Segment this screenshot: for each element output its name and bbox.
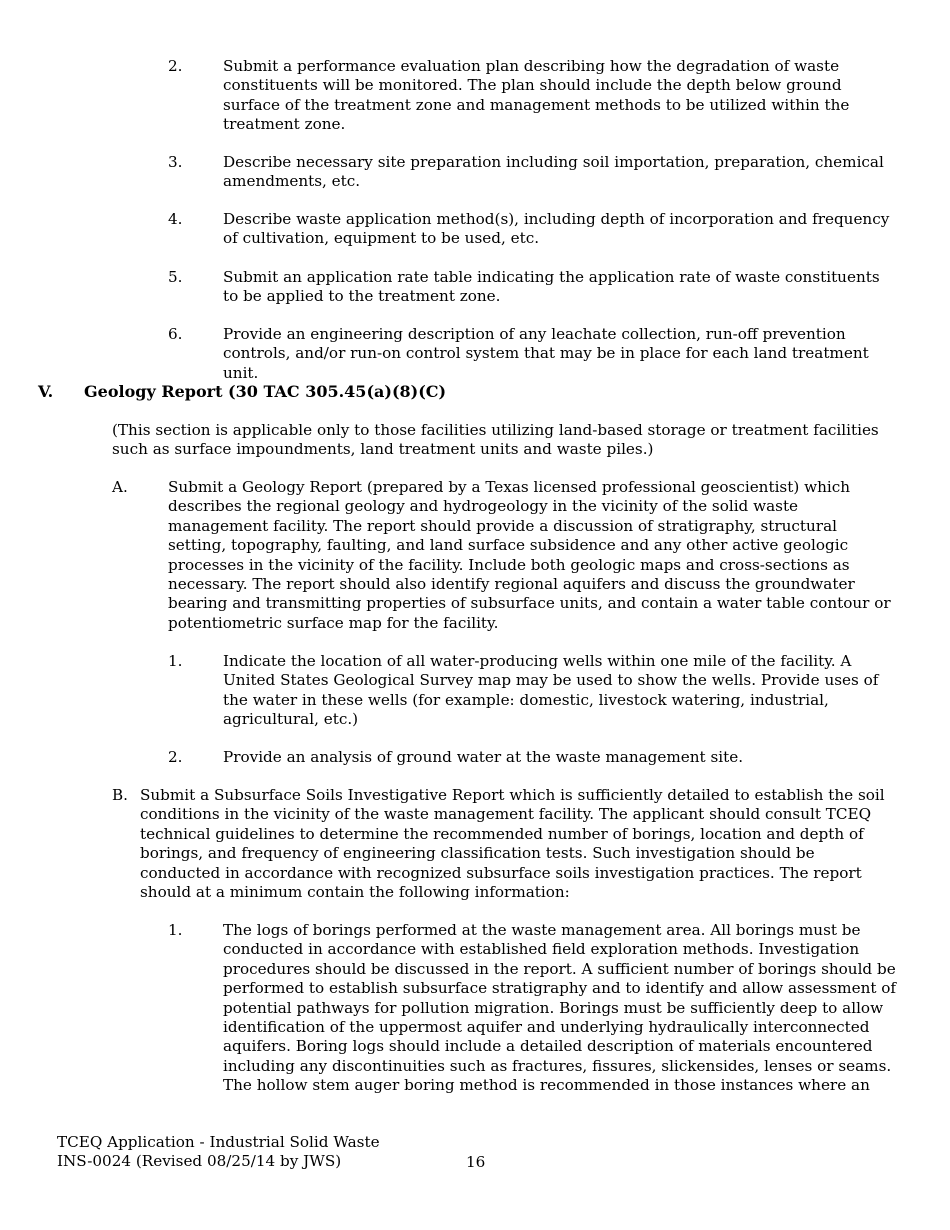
item-number: 4. bbox=[168, 210, 183, 228]
item-text: Describe waste application method(s), including depth of incorporation and frequency of cultivation, equipment to be used, etc. bbox=[223, 210, 890, 248]
item-text: Describe necessary site preparation including soil importation, preparation, chemical amendments, etc. bbox=[223, 153, 884, 191]
item-number: 2. bbox=[168, 748, 183, 766]
part-text: Submit a Subsurface Soils Investigative Report which is sufficiently detailed to establish the soil conditions in the vicinity of the waste management facility. The applicant should consult TCEQ technical guidelines to determine the recommended number of borings, location and depth of borings, and frequency of engineering classification tests. Such investigation should be conducted in accordance with recognized subsurface soils investigation practices. The report should at a minimum contain the following information: bbox=[140, 786, 885, 902]
item-text: Submit an application rate table indicating the application rate of waste constituents to be applied to the treatment zone. bbox=[223, 268, 880, 306]
item-text: Provide an analysis of ground water at the waste management site. bbox=[223, 748, 744, 766]
item-number: 1. bbox=[168, 921, 183, 939]
item-number: 1. bbox=[168, 652, 183, 670]
section-title: Geology Report (30 TAC 305.45(a)(8)(C) bbox=[84, 382, 447, 401]
footer-form-revision: INS-0024 (Revised 08/25/14 by JWS) bbox=[57, 1152, 342, 1171]
item-text: The logs of borings performed at the waste management area. All borings must be conducted in accordance with established field exploration methods. Investigation procedures should be discussed in the report. A sufficient number of borings should be performed to establish subsurface stratigraphy and to identify and allow assessment of potential pathways for pollution migration. Borings must be sufficiently deep to allow identification of the uppermost aquifer and underlying hydraulically interconnected aquifers. Boring logs should include a detailed description of materials encountered including any discontinuities such as fractures, fissures, slickensides, lenses or seams. The hollow stem auger boring method is recommended in those instances where an bbox=[223, 921, 897, 1095]
footer-form-title: TCEQ Application - Industrial Solid Waste bbox=[57, 1133, 380, 1151]
item-number: 3. bbox=[168, 153, 183, 171]
part-text: Submit a Geology Report (prepared by a Texas licensed professional geoscientist) which describes the regional geology and hydrogeology in the vicinity of the solid waste management facility. The report should provide a discussion of stratigraphy, structural setting, topography, faulting, and land surface subsidence and any other active geologic processes in the vicinity of the facility. Include both geologic maps and cross-sections as necessary. The report should also identify regional aquifers and discuss the groundwater bearing and transmitting properties of subsurface units, and contain a water table contour or potentiometric surface map for the facility. bbox=[168, 478, 891, 632]
section-number: V. bbox=[38, 382, 54, 401]
item-text: Indicate the location of all water-producing wells within one mile of the facility. A United States Geological Survey map may be used to show the wells. Provide uses of the water in these wells (for example: domestic, livestock watering, industrial, agricultural, etc.) bbox=[223, 652, 879, 729]
section-intro: (This section is applicable only to those facilities utilizing land-based storage or treatment facilities such as surface impoundments, land treatment units and waste piles.) bbox=[112, 421, 879, 459]
item-number: 5. bbox=[168, 268, 183, 286]
part-letter: A. bbox=[112, 478, 128, 496]
item-text: Provide an engineering description of any leachate collection, run-off prevention controls, and/or run-on control system that may be in place for each land treatment unit. bbox=[223, 325, 869, 382]
page-footer bbox=[57, 1133, 380, 1172]
item-number: 2. bbox=[168, 57, 183, 75]
part-letter: B. bbox=[112, 786, 128, 804]
item-text: Submit a performance evaluation plan describing how the degradation of waste constituents will be monitored. The plan should include the depth below ground surface of the treatment zone and management methods to be utilized within the treatment zone. bbox=[223, 57, 850, 134]
page-number: 16 bbox=[466, 1153, 486, 1171]
item-number: 6. bbox=[168, 325, 183, 343]
